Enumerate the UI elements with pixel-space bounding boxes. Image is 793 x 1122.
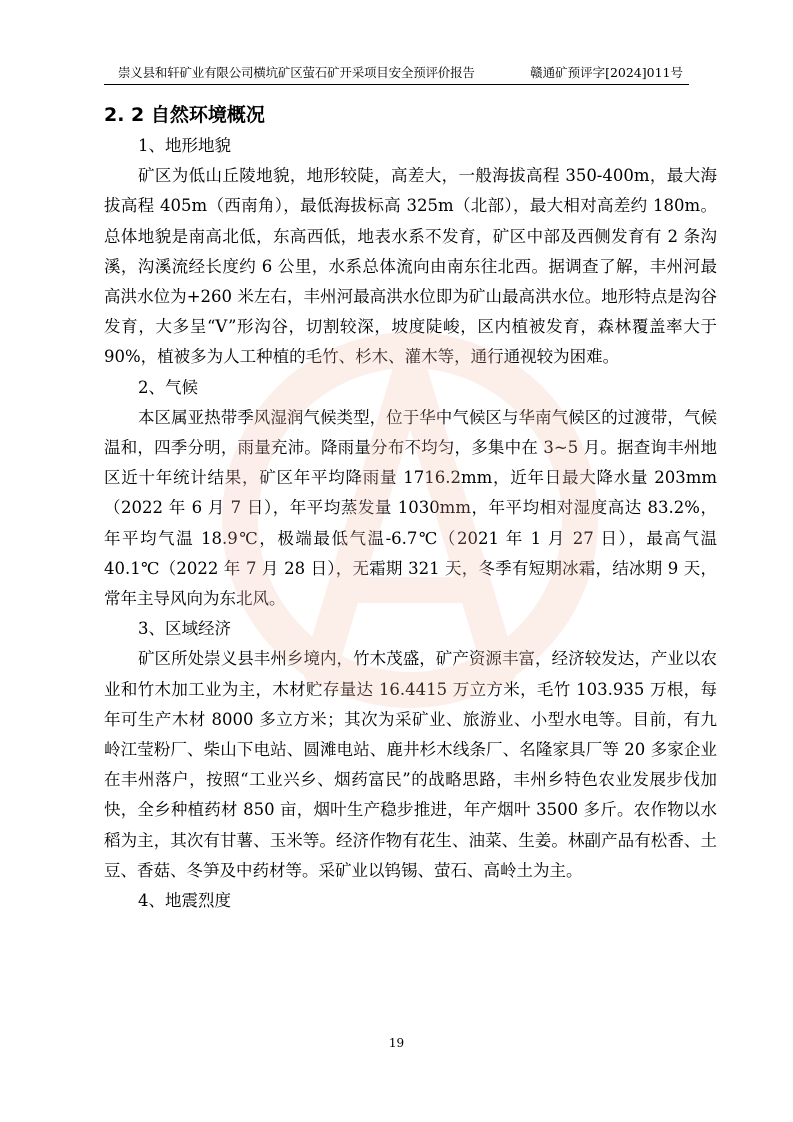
report-title: 崇义县和轩矿业有限公司横坑矿区萤石矿开采项目安全预评价报告 (118, 65, 475, 80)
paragraph-terrain: 矿区为低山丘陵地貌，地形较陡，高差大，一般海拔高程 350-400m，最大海拔高程 405m（西南角），最低海拔标高 325m（北部），最大相对高差约 180m。总体地貌是南高北低，东高西低，地表水系不发育，矿区中部及西侧发育有 2 条沟溪，沟溪流经长度约 6 公里，水系总体流向由南东往北西。据调查了解，丰州河最高洪水位为+260 米左右，丰州河最高洪水位即为矿山最高洪水位。地形特点是沟谷发育，大多呈“V”形沟谷，切割较深，坡度陡峻，区内植被发育，森林覆盖率大于 90%，植被多为人工种植的毛竹、杉木、灌木等，通行通视较为困难。 (104, 166, 717, 367)
page-number: 19 (388, 1036, 405, 1050)
section-title: 2. 2 自然环境概况 (104, 104, 265, 126)
subsection-heading-economy: 3、区域经济 (138, 619, 231, 639)
report-number: 赣通矿预评字[2024]011号 (530, 65, 683, 80)
page-content (104, 100, 717, 916)
paragraph-economy: 矿区所处崇义县丰州乡境内，竹木茂盛，矿产资源丰富，经济较发达，产业以农业和竹木加工业为主，木材贮存量达 16.4415 万立方米，毛竹 103.935 万根，每年可生产木材 8000 多立方米；其次为采矿业、旅游业、小型水电等。目前，有九岭江莹粉厂、柴山下电站、圆滩电站、鹿井杉木线条厂、名隆家具厂等 20 多家企业在丰州落户，按照“工业兴乡、烟药富民”的战略思路，丰州乡特色农业发展步伐加快，全乡种植药材 850 亩，烟叶生产稳步推进，年产烟叶 3500 多斤。农作物以水稻为主，其次有甘薯、玉米等。经济作物有花生、油菜、生姜。林副产品有松香、土豆、香菇、冬笋及中药材等。采矿业以钨锡、萤石、高岭土为主。 (104, 649, 717, 880)
subsection-heading-climate: 2、气候 (138, 377, 198, 397)
subsection-heading-terrain: 1、地形地貌 (138, 136, 231, 155)
paragraph-climate: 本区属亚热带季风湿润气候类型，位于华中气候区与华南气候区的过渡带，气候温和，四季分明，雨量充沛。降雨量分布不均匀，多集中在 3~5 月。据查询丰州地区近十年统计结果，矿区年平均降雨量 1716.2mm，近年日最大降水量 203mm（2022 年 6 月 7 日），年平均蒸发量 1030mm，年平均相对湿度高达 83.2%，年平均气温 18.9℃，极端最低气温-6.7℃（2021 年 1 月 27 日），最高气温 40.1℃（2022 年 7 月 28 日），无霜期 321 天，冬季有短期冰霜，结冰期 9 天，常年主导风向为东北风。 (104, 407, 717, 609)
page-header (104, 62, 689, 85)
subsection-heading-seismic: 4、地震烈度 (138, 891, 231, 911)
